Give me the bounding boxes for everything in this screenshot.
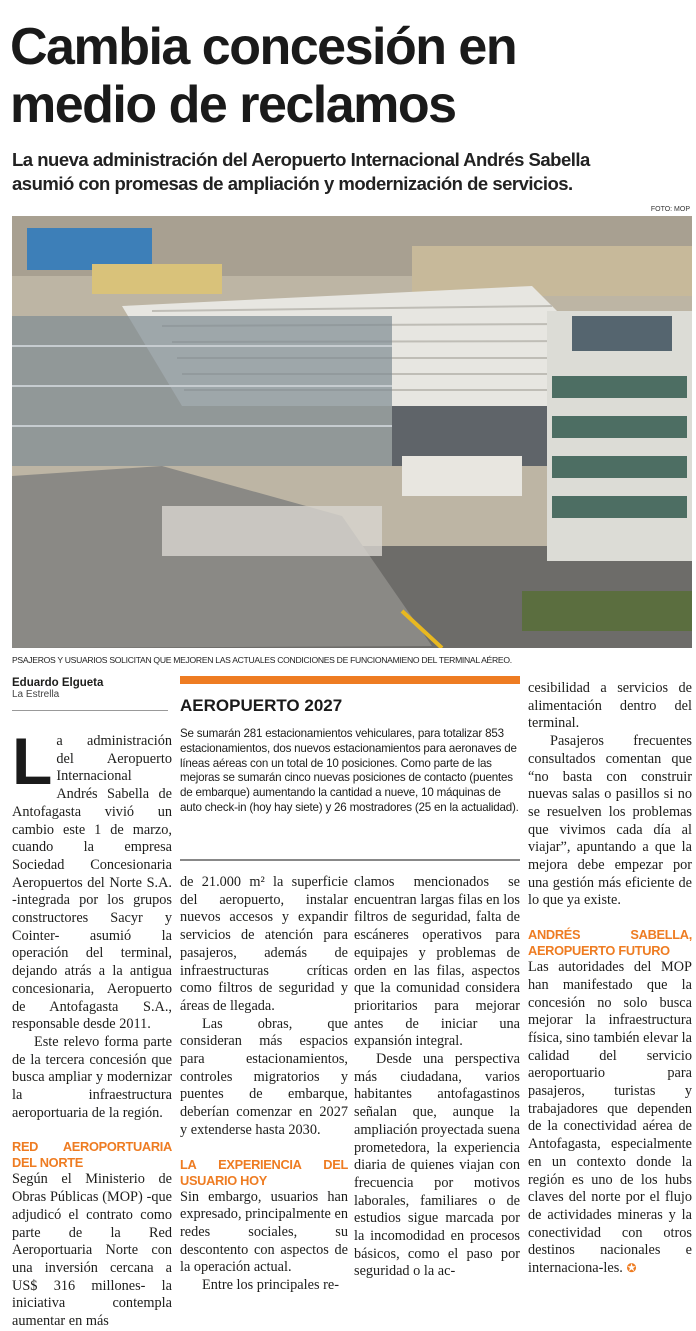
paragraph: cesibilidad a servicios de alimentación dentro del terminal.	[528, 680, 692, 732]
byline	[12, 677, 103, 700]
column-2	[180, 874, 348, 1295]
drop-cap: L	[12, 724, 53, 798]
airport-photo	[12, 216, 692, 648]
photo-caption: PSAJEROS Y USUARIOS SOLICITAN QUE MEJOREN LAS ACTUALES CONDICIONES DE FUNCIONAMIENO DEL TERMINAL AÉREO.	[12, 655, 512, 665]
subtitle-line-1: La nueva administración del Aeropuerto Internacional Andrés Sabella	[12, 149, 590, 170]
box-title: AEROPUERTO 2027	[180, 696, 343, 715]
paragraph: de 21.000 m² la superficie del aeropuerto, instalar nuevos accesos y expandir servicios de atención para pasajeros, además de infraestructuras críticas como filtros de seguridad y áreas de llegada.	[180, 874, 348, 1014]
subheading: ANDRÉS SABELLA, AEROPUERTO FUTURO	[528, 927, 692, 959]
byline-divider	[12, 710, 168, 711]
paragraph: Sin embargo, usuarios han expresado, principalmente en redes sociales, su descontento con aspectos de la operación actual.	[180, 1188, 348, 1276]
column-1	[12, 724, 172, 1331]
paragraph: Las autoridades del MOP han manifestado que la concesión no solo busca mejorar la infraestructura física, sino también elevar la calidad del servicio aeroportuario para pasajeros, turistas y trabajadores que dependen de la conectividad aérea de Antofagasta, especialmente en un contexto donde la región es uno de los hubs claves del norte por el flujo de actividades mineras y la conectividad con otros destinos nacionales e internaciona-les.	[528, 959, 692, 1277]
paragraph: Según el Ministerio de Obras Públicas (MOP) -que adjudicó el contrato como parte de la Red Aeroportuaria Norte con una inversión cercana a US$ 316 millones- la iniciativa contempla aumentar en más	[12, 1171, 172, 1330]
sidebar-box-aeropuerto-2027	[180, 676, 520, 861]
paragraph: Pasajeros frecuentes consultados comentan que “no basta con construir nuevas salas o pasillos si no se resuelven los problemas que vivimos cada día al viajar”, apuntando a que la mejora debe empezar por una gestión más eficiente de lo que ya existe.	[528, 733, 692, 909]
subtitle-line-2: asumió con promesas de ampliación y modernización de servicios.	[12, 173, 573, 194]
column-3	[354, 874, 520, 1281]
column-4	[528, 680, 692, 1278]
paragraph: Desde una perspectiva más ciudadana, varios habitantes antofagastinos señalan que, aunque la ampliación proyectada suena prometedora, la experiencia diaria de quienes viajan con frecuencia por motivos laborales, familiares o de estudios sigue marcada por la incomodidad en procesos básicos, como el paso por seguridad o la ac-	[354, 1051, 520, 1280]
paragraph: Las obras, que consideran más espacios para estacionamientos, controles migratorios y puentes de embarque, deberían comenzar en 2027 y extenderse hasta 2030.	[180, 1015, 348, 1138]
box-text: Se sumarán 281 estacionamientos vehiculares, para totalizar 853 estacionamientos, dos nuevos estacionamientos para aeronaves de líneas aéreas con un total de 10 posiciones. Como parte de las mejoras se sumarán cinco nuevas posiciones de contacto (puentes de embarque) aumentando la cantidad a nueve, 10 máquinas de auto check-in (hoy hay siete) y 26 mostradores (25 en la actualidad).	[180, 727, 519, 814]
author-name: Eduardo Elgueta	[12, 677, 104, 689]
paragraph: Entre los principales re-	[202, 1277, 339, 1294]
headline	[10, 18, 690, 134]
subheading: LA EXPERIENCIA DEL USUARIO HOY	[180, 1156, 348, 1188]
paragraph: Este relevo forma parte de la tercera concesión que busca ampliar y modernizar la infraestructura aeroportuaria de la región.	[12, 1033, 172, 1121]
paragraph: clamos mencionados se encuentran largas filas en los filtros de seguridad, falta de escáneres operativos para equipajes y problemas de orden en las filas, aspectos que la comunidad considera prioritarios para mejorar antes de iniciar una expansión integral.	[354, 874, 520, 1050]
accent-bar	[180, 676, 520, 684]
author-source: La Estrella	[12, 689, 60, 700]
subtitle	[12, 148, 696, 196]
headline-line-2: medio de reclamos	[10, 76, 456, 134]
paragraph: a administración del Aeropuerto Internacional Andrés Sabella de Antofagasta vivió un cambio este 1 de marzo, cuando la empresa Sociedad Concesionaria Aeropuertos del Norte S.A. -integrada por los grupos constructores Sacyr y Cointer- asumió la operación del terminal, dejando atrás a la antigua concesionaria, Aeropuerto de Antofagasta S.A., responsable desde 2011.	[12, 733, 172, 1033]
subheading: RED AEROPORTUARIA DEL NORTE	[12, 1139, 172, 1171]
star-icon: ✪	[626, 1261, 637, 1276]
photo-credit: FOTO: MOP	[650, 206, 690, 213]
box-divider	[180, 859, 520, 861]
headline-line-1: Cambia concesión en	[10, 18, 517, 76]
